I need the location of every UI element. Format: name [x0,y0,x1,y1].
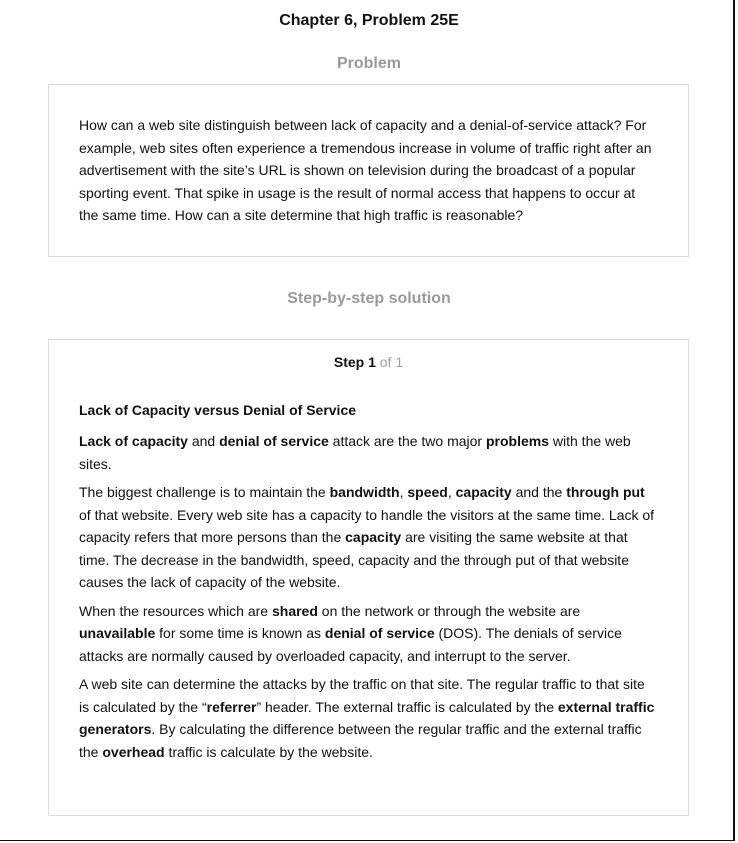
problem-heading: Problem [336,55,401,72]
solution-paragraph-4: A web site can determine the attacks by the traffic on that site. The regular traffic to that site is calculated by the “referrer” header. The external traffic is calculated by the external traffic generators. By calculating the difference between the regular traffic and the external traffic the overhead traffic is calculate by the website. [79,676,655,760]
step-indicator [79,353,658,371]
solution-box [48,339,689,816]
solution-paragraph-2: The biggest challenge is to maintain the bandwidth, speed, capacity and the through put of that website. Every web site has a capacity to handle the visitors at the same time. Lack of capacity refers that more persons than the capacity are visiting the same website at that time. The decrease in the bandwidth, speed, capacity and the through put of that website causes the lack of capacity of the website. [79,484,655,590]
solution-paragraph-3: When the resources which are shared on the network or through the website are unavailable for some time is known as denial of service (DOS). The denials of service attacks are normally caused by overloaded capacity, and interrupt to the server. [79,602,622,664]
solution-paragraph-1: Lack of capacity and denial of service attack are the two major problems with the web sites. [79,433,631,472]
problem-text: How can a web site distinguish between lack of capacity and a denial-of-service attack? For example, web sites often experience a tremendous increase in volume of traffic right after an advertisement with the site’s URL is shown on television during the broadcast of a popular sporting event. That spike in usage is the result of normal access that happens to occur at the same time. How can a site determine that high traffic is reasonable? [79,117,652,223]
page-title: Chapter 6, Problem 25E [279,12,459,29]
problem-box [48,84,689,257]
step-number: Step 1 [333,354,376,370]
solution-heading: Step-by-step solution [287,290,451,307]
solution-subheading: Lack of Capacity versus Denial of Service [79,402,357,418]
step-total: of 1 [379,354,404,370]
